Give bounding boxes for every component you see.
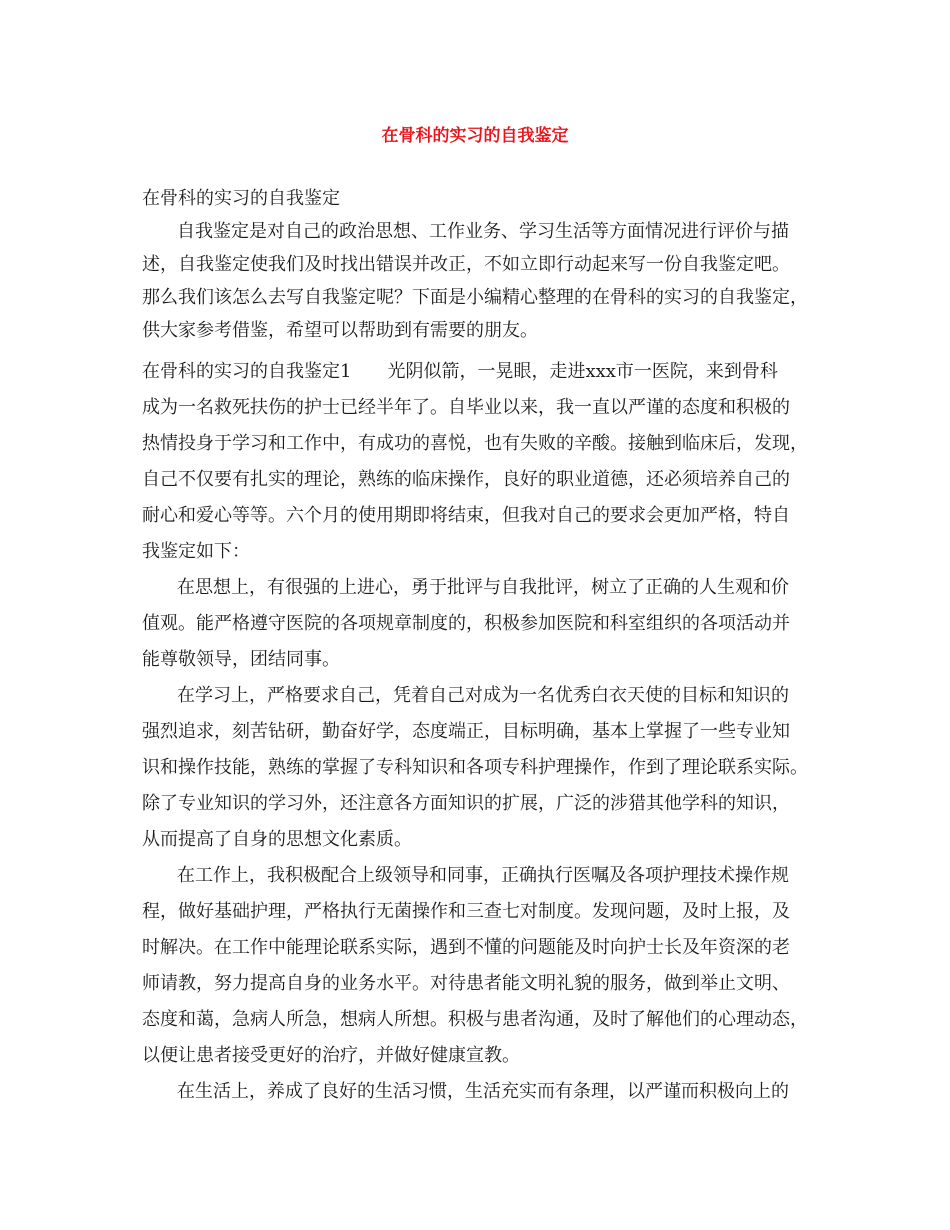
paragraph-line: 耐心和爱心等等。六个月的使用期即将结束，但我对自己的要求会更加严格，特自 (142, 505, 790, 526)
paragraph-line: 在学习上，严格要求自己，凭着自己对成为一名优秀白衣天使的目标和知识的 (177, 685, 789, 706)
paragraph-line: 强烈追求，刻苦钻研，勤奋好学，态度端正，目标明确，基本上掌握了一些专业知 (142, 721, 790, 742)
paragraph-line: 自我鉴定是对自己的政治思想、工作业务、学习生活等方面情况进行评价与描 (177, 221, 789, 242)
paragraph-line: 我鉴定如下： (142, 541, 250, 562)
paragraph-line: 成为一名救死扶伤的护士已经半年了。自毕业以来，我一直以严谨的态度和积极的 (142, 397, 790, 418)
paragraph-line: 自己不仅要有扎实的理论，熟练的临床操作，良好的职业道德，还必须培养自己的 (142, 469, 790, 490)
paragraph-line: 述，自我鉴定使我们及时找出错误并改正，不如立即行动起来写一份自我鉴定吧。 (142, 254, 790, 275)
paragraph-line: 从而提高了自身的思想文化素质。 (142, 829, 412, 850)
paragraph-line: 在生活上，养成了良好的生活习惯，生活充实而有条理，以严谨而积极向上的 (177, 1081, 789, 1102)
paragraph-line: 师请教，努力提高自身的业务水平。对待患者能文明礼貌的服务，做到举止文明、 (142, 973, 790, 994)
paragraph-line: 能尊敬领导，团结同事。 (142, 649, 340, 670)
paragraph-line: 识和操作技能，熟练的掌握了专科知识和各项专科护理操作，作到了理论联系实际。 (142, 757, 808, 778)
paragraph-line: 除了专业知识的学习外，还注意各方面知识的扩展，广泛的涉猎其他学科的知识， (142, 793, 790, 814)
paragraph-line: 在思想上，有很强的上进心，勇于批评与自我批评，树立了正确的人生观和价 (177, 577, 789, 598)
paragraph-line: 热情投身于学习和工作中，有成功的喜悦，也有失败的辛酸。接触到临床后，发现， (142, 433, 808, 454)
paragraph-line: 态度和蔼，急病人所急，想病人所想。积极与患者沟通，及时了解他们的心理动态， (142, 1009, 808, 1030)
paragraph-line: 时解决。在工作中能理论联系实际，遇到不懂的问题能及时向护士长及年资深的老 (142, 937, 790, 958)
paragraph-line: 供大家参考借鉴，希望可以帮助到有需要的朋友。 (142, 320, 538, 341)
paragraph-line: 以便让患者接受更好的治疗，并做好健康宣教。 (142, 1045, 520, 1066)
paragraph-line: 在骨科的实习的自我鉴定1 光阴似箭，一晃眼，走进xxx市一医院，来到骨科 (142, 361, 778, 382)
paragraph-line: 那么我们该怎么去写自我鉴定呢？下面是小编精心整理的在骨科的实习的自我鉴定， (142, 287, 808, 308)
paragraph-line: 值观。能严格遵守医院的各项规章制度的，积极参加医院和科室组织的各项活动并 (142, 613, 790, 634)
paragraph-line: 在工作上，我积极配合上级领导和同事，正确执行医嘱及各项护理技术操作规 (177, 865, 789, 886)
document-title: 在骨科的实习的自我鉴定 (381, 126, 569, 146)
section-heading: 在骨科的实习的自我鉴定 (142, 188, 340, 209)
paragraph-line: 程，做好基础护理，严格执行无菌操作和三查七对制度。发现问题，及时上报，及 (142, 901, 790, 922)
